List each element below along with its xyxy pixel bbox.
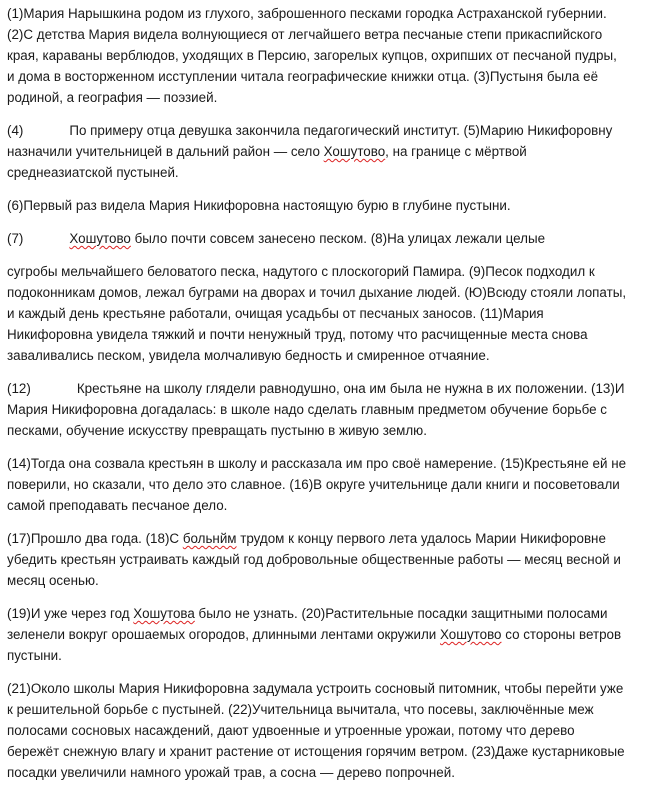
text-line: поверили, но сказали, что дело это славное. (16)В округе учительнице дали книги и посоветовали — [7, 477, 620, 492]
text-line: Мария Никифоровна догадалась: в школе надо сделать главным предметом обучение борьбе с — [7, 402, 608, 417]
text-run: зеленели вокруг орошаемых огородов, длинными лентами окружили — [7, 627, 440, 642]
text-line: подоконникам домов, лежал буграми на дворах и точил дыхание людей. (Ю)Всюду стояли лопаты, — [7, 285, 627, 300]
text-line: среднеазиатской пустыней. — [7, 165, 179, 180]
text-run: трудом к концу первого лета удалось Марии Никифоровне — [236, 531, 606, 546]
spellcheck-word: больнйм — [182, 531, 237, 546]
text-line: полосами сосновых насаждений, дают удвоенные и утроенные урожаи, потому что дерево — [7, 723, 575, 738]
text-line — [7, 603, 641, 624]
paragraph-2 — [7, 120, 641, 183]
text-line: (1)Мария Нарышкина родом из глухого, заброшенного песками городка Астраханской губернии. — [7, 6, 607, 21]
text-line: месяц осенью. — [7, 573, 99, 588]
text-line: заваливались песком, увидела молчаливую бедность и смиренное отчаяние. — [7, 348, 490, 363]
text-line: края, караваны верблюдов, уходящих в Персию, загорелых купцов, охрипших от песчаной пудры, — [7, 48, 617, 63]
text-line: (21)Около школы Мария Никифоровна задумала устроить сосновый питомник, чтобы перейти уже — [7, 681, 624, 696]
text-line — [7, 624, 641, 645]
text-run: (19)И уже через год — [7, 606, 134, 621]
spellcheck-word: Хошутово — [69, 231, 131, 246]
text-line: и каждый день крестьяне работали, очищая усадьбы от песчаных заносов. (11)Мария — [7, 306, 544, 321]
text-line: (14)Тогда она созвала крестьян в школу и рассказала им про своё намерение. (15)Крестьяне ей не — [7, 456, 627, 471]
text-run: со стороны ветров — [501, 627, 622, 642]
text-run: По примеру отца девушка закончила педагогический институт. (5)Марию Никифоровну — [69, 123, 613, 138]
paragraph-4 — [7, 228, 641, 249]
text-run: было не узнать. (20)Растительные посадки защитными полосами — [194, 606, 608, 621]
text-run: назначили учительницей в дальний район — село — [7, 144, 324, 159]
paragraph-6 — [7, 378, 641, 441]
text-line: к решительной борьбе с пустыней. (22)Учительница вычитала, что посевы, заключённые меж — [7, 702, 594, 717]
text-line: самой преподавать песчаное дело. — [7, 498, 228, 513]
paragraph-7 — [7, 453, 641, 516]
text-line: песками, обучение искусству превращать пустыню в живую землю. — [7, 423, 427, 438]
text-line: сугробы мельчайшего беловатого песка, надутого с плоскогорий Памира. (9)Песок подходил к — [7, 264, 595, 279]
spellcheck-word: Хошутова — [133, 606, 195, 621]
sentence-number: (12) — [7, 381, 31, 396]
text-line: бережёт снежную влагу и хранит растение от истощения горячим ветром. (23)Даже кустарниковые — [7, 744, 625, 759]
text-line: посадки увеличили намного урожай трав, а сосна — дерево попрочней. — [7, 765, 455, 780]
text-line — [7, 378, 641, 399]
text-line: и дома в восторженном исступлении читала географические книжки отца. (3)Пустыня была её — [7, 69, 599, 84]
text-line: Никифоровна увидела тяжкий и почти ненужный труд, потому что расчищенные места снова — [7, 327, 588, 342]
text-line — [7, 120, 641, 141]
paragraph-3 — [7, 195, 641, 216]
sentence-number: (4) — [7, 123, 24, 138]
text-run: , на границе с мёртвой — [385, 144, 527, 159]
spellcheck-word: Хошутово — [323, 144, 386, 159]
paragraph-9 — [7, 603, 641, 666]
text-run: (17)Прошло два года. (18)С — [7, 531, 183, 546]
text-run: было почти совсем занесено песком. (8)На улицах лежали целые — [130, 231, 546, 246]
text-line — [7, 228, 641, 249]
paragraph-1 — [7, 3, 641, 108]
text-run: Крестьяне на школу глядели равнодушно, она им была не нужна в их положении. (13)И — [76, 381, 625, 396]
text-line — [7, 528, 641, 549]
paragraph-8 — [7, 528, 641, 591]
text-line: убедить крестьян устраивать каждый год добровольные общественные работы — месяц весной и — [7, 552, 621, 567]
spellcheck-word: Хошутово — [439, 627, 502, 642]
text-line: пустыни. — [7, 648, 62, 663]
text-line: (2)С детства Мария видела волнующиеся от легчайшего ветра песчаные степи прикаспийского — [7, 27, 603, 42]
sentence-number: (7) — [7, 231, 24, 246]
paragraph-5 — [7, 261, 641, 366]
text-line: родиной, а география — поэзией. — [7, 90, 218, 105]
paragraph-10 — [7, 678, 641, 783]
document-body — [7, 3, 641, 795]
text-line: (6)Первый раз видела Мария Никифоровна настоящую бурю в глубине пустыни. — [7, 198, 511, 213]
text-line — [7, 141, 641, 162]
